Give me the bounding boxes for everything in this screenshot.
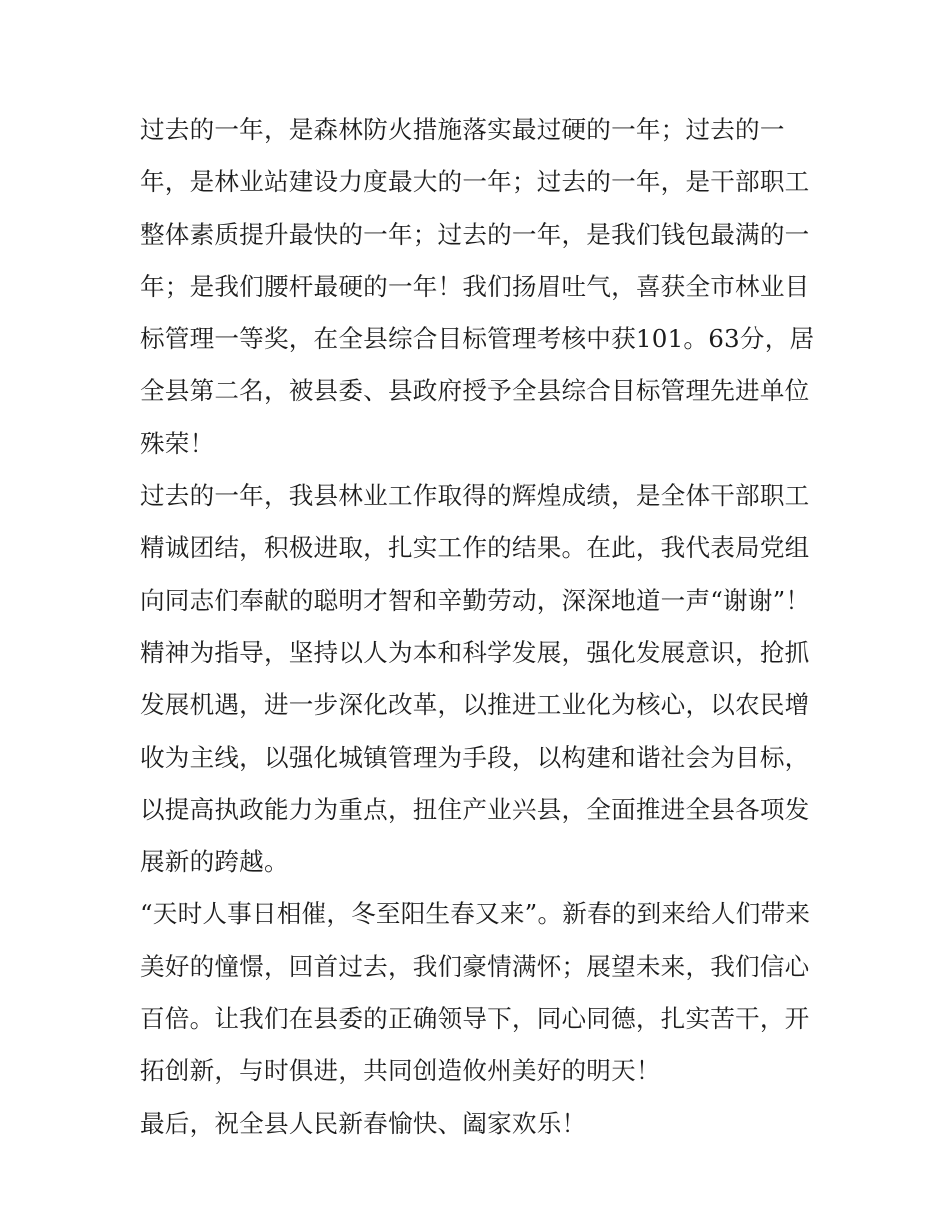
text-line-4: 年；是我们腰杆最硬的一年！我们扬眉吐气，喜获全市林业目	[140, 271, 810, 301]
text-line-3: 整体素质提升最快的一年；过去的一年，是我们钱包最满的一	[140, 219, 810, 249]
text-line-10: 向同志们奉献的聪明才智和辛勤劳动，深深地道一声“谢谢”！	[140, 585, 811, 615]
text-line-16: “天时人事日相催，冬至阳生春又来”。新春的到来给人们带来	[140, 899, 811, 929]
text-line-15: 展新的跨越。	[140, 847, 289, 877]
text-line-18: 百倍。让我们在县委的正确领导下，同心同德，扎实苦干，开	[140, 1004, 810, 1034]
text-line-19: 拓创新，与时俱进，共同创造攸州美好的明天！	[140, 1056, 661, 1086]
text-line-17: 美好的憧憬，回首过去，我们豪情满怀；展望未来，我们信心	[140, 951, 810, 981]
text-line-6: 全县第二名，被县委、县政府授予全县综合目标管理先进单位	[140, 376, 810, 406]
text-line-5: 标管理一等奖，在全县综合目标管理考核中获101。63分，居	[140, 324, 815, 354]
text-line-13: 收为主线，以强化城镇管理为手段，以构建和谐社会为目标，	[140, 742, 810, 772]
text-line-1: 过去的一年，是森林防火措施落实最过硬的一年；过去的一	[140, 115, 785, 144]
text-line-11: 精神为指导，坚持以人为本和科学发展，强化发展意识，抢抓	[140, 637, 810, 667]
text-line-7: 殊荣！	[140, 428, 215, 458]
document-body	[140, 104, 816, 1150]
text-line-8: 过去的一年，我县林业工作取得的辉煌成绩，是全体干部职工	[140, 481, 810, 511]
text-line-2: 年，是林业站建设力度最大的一年；过去的一年，是干部职工	[140, 167, 810, 197]
text-line-14: 以提高执政能力为重点，扭住产业兴县，全面推进全县各项发	[140, 794, 810, 824]
text-line-9: 精诚团结，积极进取，扎实工作的结果。在此，我代表局党组	[140, 533, 810, 563]
text-line-20: 最后，祝全县人民新春愉快、阖家欢乐！	[140, 1108, 587, 1138]
text-line-12: 发展机遇，进一步深化改革，以推进工业化为核心，以农民增	[140, 690, 810, 720]
